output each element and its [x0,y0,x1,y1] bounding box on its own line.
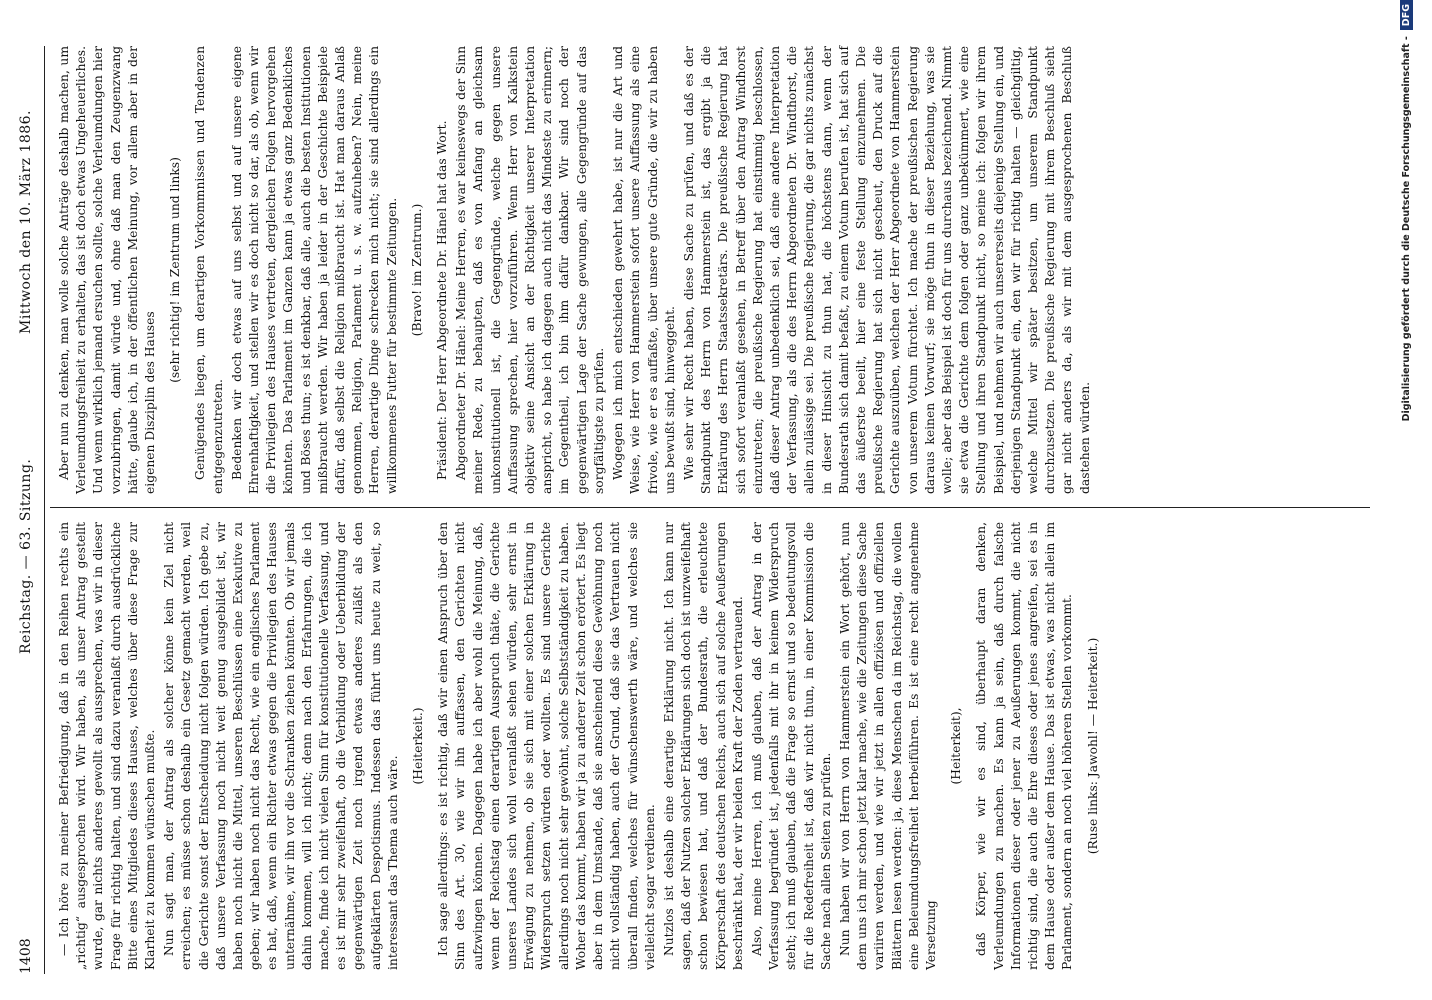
column-divider [50,507,1370,508]
session-date: Mittwoch den 10. März 1886. [18,110,34,334]
interjection: (sehr richtig! im Zentrum und links) [168,157,183,383]
interjection: (Heiterkeit), [949,707,964,785]
paragraph: Aber nun zu denken, man wolle solche Anträge deshalb machen, um Verleumdungsfreiheit zu erhalten, das ist doch etwas Ungeheuerliches. Und wenn wirklich jemand ersuchen sollte, solche Verleumdungen hier vorzubringen, damit würde und, ohne daß man den Zeugenzwang hätte, glaube ich, in der öffentlichen Meinung, vor allem aber in der eigenen Disziplin des Hauses [57,46,158,494]
digitization-credit [1400,0,1413,1000]
paragraph: daß Körper, wie wir es sind, überhaupt daran denken, Verleumdungen zu machen. Es kann ja sein, daß durch falsche Informationen dieser oder jener zu Aeußerungen kommt, die nicht richtig sind, die auch die Ehre dieses oder jenes angreifen, sei es in dem Hause oder außer dem Hause. Das ist etwas, was nicht allein im Parlament, sondern an noch viel höheren Stellen vorkommt. [974,522,1075,970]
paragraph: Präsident: Der Herr Abgeordnete Dr. Hänel hat das Wort. [435,120,450,480]
paragraph: Genügendes liegen, um derartigen Vorkommnissen und Tendenzen entgegenzutreten. [193,46,225,494]
paragraph: Ich sage allerdings: es ist richtig, daß wir einen Anspruch über den Sinn des Art. 30, wie wir ihn auffassen, den Gerichten nicht aufzwingen können. Dagegen habe ich aber wohl die Meinung, daß, wenn der Reichstag einen derartigen Ausspruch thäte, die Gerichte unseres Landes sich wohl veranlaßt sehen würden, sehr ernst in Erwägung zu nehmen, ob sie sich mit einer solchen Erklärung in Widerspruch setzen würden oder wollten. Es sind unsere Gerichte allerdings noch nicht sehr gewöhnt, solche Selbstständigkeit zu haben. Woher das kommt, haben wir ja zu anderer Zeit schon erörtert. Es liegt aber in dem Umstande, daß sie anscheinend diese Gewöhnung noch nicht vollständig haben, auch der Grund, daß sie das Vertrauen nicht überall finden, welches für wünschenswerth wäre, und welches sie vielleicht sogar verdienen. [436,522,657,970]
header-rule [44,46,45,974]
paragraph: Wogegen ich mich entschieden gewehrt habe, ist nur die Art und Weise, wie Herr von Hammerstein sofort unsere Auffassung als eine frivole, wie er es auffaßte, über unsere gute Gründe, die wir zu haben uns bewußt sind, hinweggeht. [611,46,677,494]
session-title: Reichstag. — 63. Sitzung. [18,458,34,654]
interjection: (Heiterkeit.) [411,707,426,785]
interjection: (Bravo! im Zentrum.) [409,203,424,337]
paragraph: Wie sehr wir Recht haben, diese Sache zu prüfen, und daß es der Standpunkt des Herrn von Hammerstein ist, das ergibt ja die Erklärung des Herrn Staatssekretärs. Die preußische Regierung hat sich sofort veranlaßt gesehen, in Betreff über den Antrag Windhorst einzutreten; die preußische Regierung hat einstimmig beschlossen, daß dieser Antrag unbedenklich sei, daß eine andere Interpretation der Verfassung, als die des Herrn Abgeordneten Dr. Windthorst, die allein zulässige sei. Die preußische Regierung, die gar nichts zunächst in dieser Hinsicht zu thun hat, die höchstens dann, wenn der Bundesrath sich damit befaßt, zu einem Votum berufen ist, hat sich auf das äußerste beeilt, hier eine feste Stellung einzunehmen. Die preußische Regierung hat sich nicht gescheut, den Druck auf die Gerichte auszuüben, welchen der Herr Abgeordnete von Hammerstein von unserem Votum fürchtet. Ich mache der preußischen Regierung daraus keinen Vorwurf; sie möge thun in dieser Beziehung, was sie wolle; aber das Beispiel ist doch für uns durchaus bezeichnend. Nimmt sie etwa die Gerichte dem folgen oder ganz unbekümmert, wie eine Stellung und ihren Standpunkt nicht, so meine ich: folgen wir ihrem Beispiel, und nehmen wir auch unsererseits diejenige Stellung ein, und derjenigen Standpunkt ein, den wir für richtig halten — gleichgiltig, welche Mittel wir später besitzen, um unserem Standpunkt durchzusetzen. Die preußische Regierung mit ihrem Beschluß sieht gar nicht anders da, als wir mit dem ausgesprochenen Beschluß dastehen würden. [681,46,1092,494]
page-header [18,34,42,974]
dfg-logo: DFG [1400,0,1413,30]
paragraph: Nutzlos ist deshalb eine derartige Erklärung nicht. Ich kann nur sagen, daß der Nutzen solcher Erklärungen sich doch ist unzweifelhaft schon bewiesen hat, und daß der Bundesrath, die erleuchtete Körperschaft des deutschen Reichs, auch sich auf solche Aeußerungen beschränkt hat, der wir beiden Kraft der Zoden vertrauend. [661,522,745,970]
credit-text: Digitalisierung gefördert durch die Deutsche Forschungsgemeinschaft - [1401,36,1412,422]
page-number: 1408 [18,938,34,974]
paragraph: Abgeordneter Dr. Hänel: Meine Herren, es war keineswegs der Sinn meiner Rede, zu behaupten, daß es von Anfang an gleichsam unkonstitutionell ist, die Gegengründe, welche gegen unsere Auffassung sprechen, hier vorzuführen. Wenn Herr von Kalkstein objektiv seine Ansicht an der Richtigkeit unserer Interpretation anspricht, so habe ich dagegen auch nicht das Mindeste zu erinnern; im Gegentheil, ich bin ihm dafür dankbar. Wir sind noch der gegenwärtigen Lage der Sache gewungen, alle Gegengründe auf das sorgfältigste zu prüfen. [454,46,606,494]
right-column [56,46,1096,494]
paragraph: — Ich höre zu meiner Befriedigung, daß in den Reihen rechts ein „richtig“ ausgesprochen wird. Wir haben, als unser Antrag gestellt wurde, gar nichts anderes gewollt als aussprechen, was wir in dieser Frage für richtig halten, und sind dazu veranlaßt durch ausdrückliche Bitte eines Mitgliedes dieses Hauses, welches über diese Frage zur Klarheit zu kommen wünschen mußte. [57,522,158,970]
left-column [56,522,1110,970]
paragraph: Nun haben wir von Herrn von Hammerstein ein Wort gehört, nun dem uns ich mir schon jetzt klar mache, wie die Zeitungen diese Sache variiren werden, und wie wir jetzt in allen offiziösen und offiziellen Blättern lesen werden: ja, diese Menschen da im Reichstag, die wollen eine Beleumdungsfreiheit herbeiführen. Es ist eine recht angenehme Versetzung [837,522,938,970]
paragraph: Nun sagt man, der Antrag als solcher könne kein Ziel nicht erreichen; es müsse schon deshalb ein Gesetz gemacht werden, weil die Gerichte sonst der Entscheidung nicht folgen würden. Ich gebe zu, daß unsere Verfassung noch nicht weit genug ausgebildet ist, wir haben noch nicht die Mittel, unseren Beschlüssen eine Exekutive zu geben; wir haben noch nicht das Recht, wie ein englisches Parlament es hat, daß, wenn ein Richter etwas gegen die Privilegien des Hauses unternähme, wir ihn vor die Schranken ziehen könnten. Ob wir jemals dahin kommen, will ich nicht; denn nach den Erfahrungen, die ich mache, finde ich nicht vielen Sinn für konstitutionelle Verfassung, und es ist mir sehr zweifelhaft, ob die Verbildung oder Ueberbildung der gegenwärtigen Zeit noch irgend etwas anderes zuläßt als den aufgeklärten Despotismus. Indessen das führt uns heute zu weit, so interessant das Thema auch wäre. [162,522,400,970]
paragraph: Bedenken wir doch etwas auf uns selbst und auf unsere eigene Ehrenhaftigkeit, und stellen wir es doch nicht so dar, als ob, wenn wir die Privilegien des Hauses vertreten, dergleichen Folgen hervorgehen könnten. Das Parlament im Ganzen kann ja etwas ganz Bedenkliches und Böses thun; es ist denkbar, daß alle, auch die besten Institutionen mißbraucht werden. Wir haben ja leider in der Geschichte Beispiele dafür, daß selbst die Religion mißbraucht ist. Hat man daraus Anlaß genommen, Religion, Parlament u. s. w. aufzuheben? Nein, meine Herren, derartige Dinge schrecken mich nicht; sie sind allerdings ein willkommenes Futter für bestimmte Zeitungen. [229,46,399,494]
paragraph: Also, meine Herren, ich muß glauben, daß der Antrag in der Verfassung begründet ist, jedenfalls mit ihr in keinem Widerspruch steht; ich muß glauben, daß die Frage so ernst und so bedeutungsvoll für die Redefreiheit ist, daß wir nicht thun, in einer Kommission die Sache nach allen Seiten zu prüfen. [749,522,833,970]
interjection: (Ruse links: Jawohl! — Heiterkeit.) [1085,637,1100,855]
